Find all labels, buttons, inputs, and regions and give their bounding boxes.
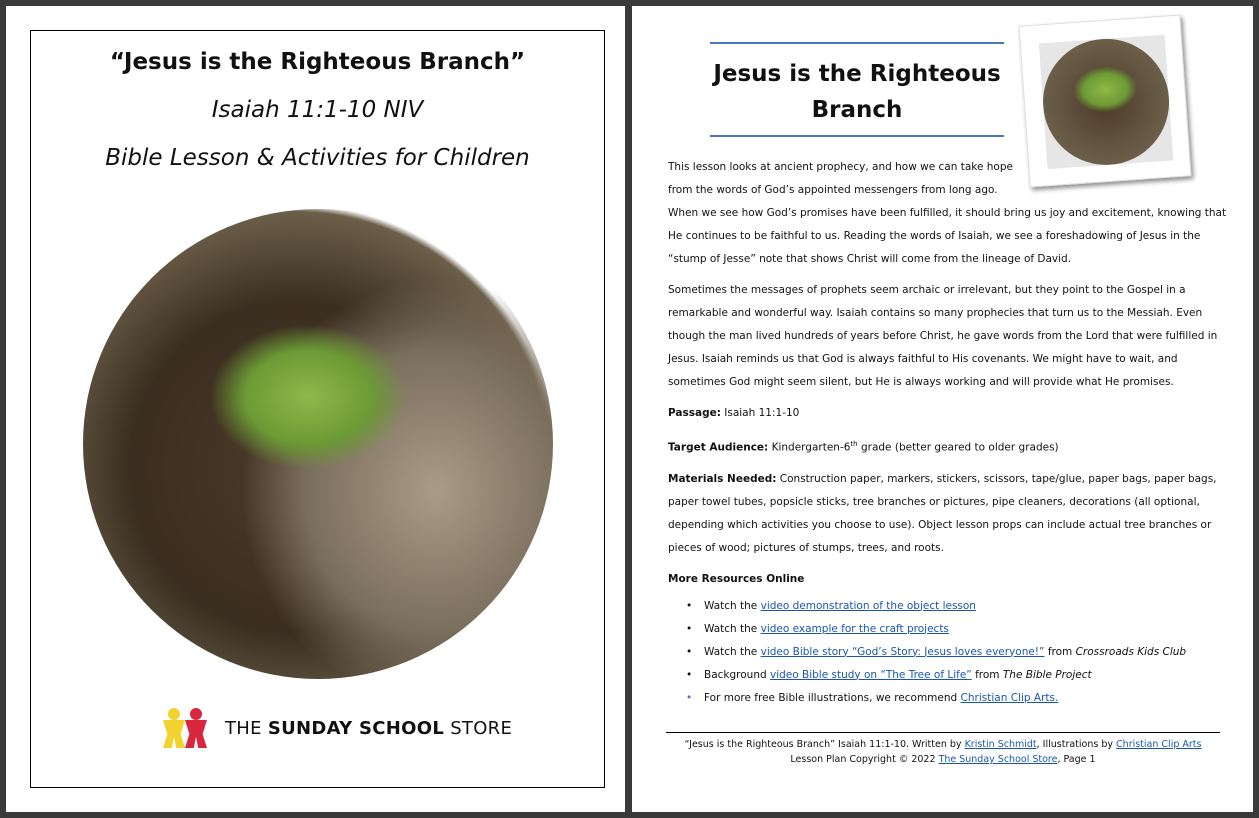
cover-subtitle: Bible Lesson & Activities for Children bbox=[105, 145, 530, 171]
cover-page bbox=[6, 6, 625, 812]
lesson-page bbox=[632, 6, 1253, 812]
resource-link[interactable]: video example for the craft projects bbox=[760, 622, 949, 635]
resource-item: • Watch the video demonstration of the object lesson bbox=[686, 595, 1228, 618]
intro-line: This lesson looks at ancient prophecy, and how we can take hope bbox=[668, 161, 1013, 173]
materials-needed: Materials Needed: Construction paper, markers, stickers, scissors, tape/glue, paper bags, paper bags, paper towel tubes, popsicle sticks, tree branches or pictures, pipe cleaners, decorations (all optional, depending which activities you choose to use). Object lesson props can include actual tree branches or pieces of wood; pictures of stumps, trees, and roots. bbox=[668, 472, 1217, 554]
resource-item: • For more free Bible illustrations, we recommend Christian Clip Arts. bbox=[686, 687, 1228, 710]
resources-list bbox=[686, 595, 1228, 710]
author-link[interactable]: Kristin Schmidt bbox=[964, 739, 1037, 750]
resources-heading: More Resources Online bbox=[668, 572, 805, 585]
illustrator-link[interactable]: Christian Clip Arts bbox=[1116, 739, 1202, 750]
intro-paragraph: When we see how God’s promises have been fulfilled, it should bring us joy and excitement, knowing that He continues to be faithful to us. Reading the words of Isaiah, we see a foreshadowing of Jesus in the “stump of Jesse” note that shows Christ will come from the lineage of David. bbox=[668, 207, 1227, 265]
logo-text: THE SUNDAY SCHOOL STORE bbox=[225, 717, 513, 739]
red-child-icon bbox=[183, 708, 209, 748]
resource-link[interactable]: video Bible study on “The Tree of Life” bbox=[770, 668, 972, 681]
title-rule-top bbox=[710, 42, 1004, 44]
page-footer: “Jesus is the Righteous Branch” Isaiah 11:1-10. Written by Kristin Schmidt, Illustrations by Christian Clip Arts Lesson Plan Copyright © 2022 The Sunday School Store, Page 1 bbox=[666, 732, 1220, 767]
resource-link[interactable]: video Bible story “God’s Story: Jesus loves everyone!” bbox=[760, 645, 1045, 658]
resource-link[interactable]: Christian Clip Arts. bbox=[960, 691, 1059, 704]
cover-scripture: Isaiah 11:1-10 NIV bbox=[211, 97, 424, 123]
resource-item: • Watch the video Bible story “God’s Story: Jesus loves everyone!” from Crossroads Kids Club bbox=[686, 641, 1228, 664]
sprout-image bbox=[83, 209, 553, 679]
resource-link[interactable]: video demonstration of the object lesson bbox=[760, 599, 976, 612]
lesson-title: Jesus is the Righteous Branch bbox=[713, 61, 1001, 123]
resource-item: • Background video Bible study on “The Tree of Life” from The Bible Project bbox=[686, 664, 1228, 687]
passage: Passage: Isaiah 11:1-10 bbox=[668, 407, 800, 419]
target-audience: Target Audience: Kindergarten-6th grade (better geared to older grades) bbox=[668, 440, 1059, 454]
cover-title: “Jesus is the Righteous Branch” bbox=[109, 49, 526, 75]
prophets-paragraph: Sometimes the messages of prophets seem archaic or irrelevant, but they point to the Gospel in a remarkable and wonderful way. Isaiah contains so many prophecies that turn us to the Messiah. Even though the man lived hundreds of years before Christ, he gave words from the Lord that were fulfilled in Jesus. Isaiah reminds us that God is always faithful to His covenants. We might have to wait, and sometimes God might seem silent, but He is always working and will provide what He promises. bbox=[668, 284, 1218, 388]
title-rule-bottom bbox=[710, 135, 1004, 137]
intro-line: from the words of God’s appointed messengers from long ago. bbox=[668, 184, 998, 196]
lesson-body bbox=[668, 156, 1228, 710]
cover-frame bbox=[30, 30, 605, 788]
resource-item: • Watch the video example for the craft projects bbox=[686, 618, 1228, 641]
sunday-school-store-logo bbox=[161, 708, 512, 748]
store-link[interactable]: The Sunday School Store bbox=[938, 754, 1058, 765]
